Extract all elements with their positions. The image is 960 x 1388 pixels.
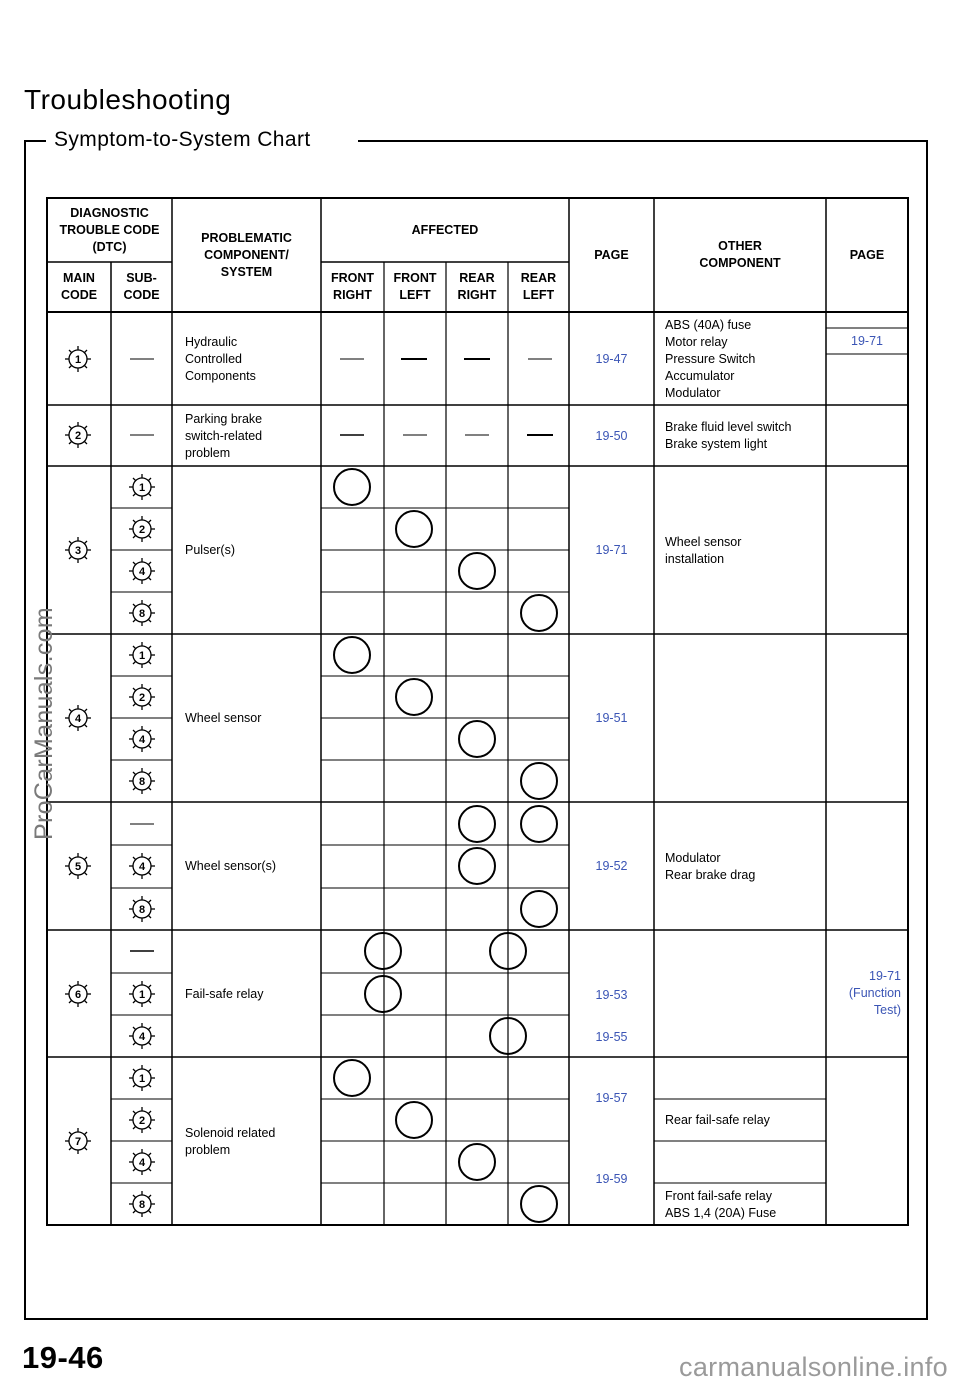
row4-page: 19-51 [595,711,628,725]
page-number: 19-46 [22,1340,104,1375]
affected-mark [396,511,432,547]
gear-icons [65,346,91,1154]
affected-mark [521,891,557,927]
affected-mark [396,1102,432,1138]
affected-mark [459,553,495,589]
main-code-5: 5 [74,861,82,873]
affected-mark [334,1060,370,1096]
sub-code: 1 [138,1073,146,1085]
section-subtitle: Symptom-to-System Chart [48,128,317,152]
sub-code: 2 [138,524,146,536]
row5-other: Modulator Rear brake drag [665,850,756,882]
header-dtc: DIAGNOSTIC TROUBLE CODE (DTC) [59,205,160,254]
watermark-bottom: carmanualsonline.info [679,1352,948,1382]
affected-mark [459,721,495,757]
sub-code: 8 [138,904,146,916]
header-page-2: PAGE [849,247,885,262]
row1-page: 19-47 [595,351,628,366]
row3-other: Wheel sensor installation [665,534,742,566]
row6-page-a: 19-53 [595,987,628,1002]
row4-component: Wheel sensor [185,711,262,725]
affected-mark [521,1186,557,1222]
header-rear-left: REAR LEFT [520,271,557,302]
sub-code: 4 [138,1031,146,1043]
sub-code: 8 [138,608,146,620]
header-front-left: FRONT LEFT [393,271,437,302]
main-code-3: 3 [74,545,82,557]
sub-code: 4 [138,1157,146,1169]
row3-page: 19-71 [595,543,628,557]
page-title: Troubleshooting [24,84,232,115]
row7-other-b: Front fail-safe relay ABS 1,4 (20A) Fuse [665,1188,777,1220]
sub-code: 2 [138,1115,146,1127]
sub-code: 4 [138,566,146,578]
affected-mark [334,469,370,505]
sub-code: 1 [138,482,146,494]
row6-page-2 [827,964,901,1022]
row6-page-2-text [827,968,901,1019]
header-front-right: FRONT RIGHT [330,271,375,302]
main-code-6: 6 [74,989,82,1001]
row6-page-2-value: 19-71 (Function Test) [848,968,901,1017]
row7-component: Solenoid related problem [185,1125,276,1157]
affected-mark [365,933,401,969]
row1-component: Hydraulic Controlled Components [185,334,256,383]
sub-code: 4 [138,861,146,873]
row3-component: Pulser(s) [185,543,236,557]
sub-code: 8 [138,1199,146,1211]
row7-other-a: Rear fail-safe relay [665,1113,770,1127]
row2-page: 19-50 [595,428,628,443]
affected-mark [459,806,495,842]
affected-mark [521,595,557,631]
main-code-7: 7 [74,1136,82,1148]
watermark-side: ProCarManuals.com [30,607,58,840]
affected-mark [334,637,370,673]
sub-code: 8 [138,776,146,788]
row2-component: Parking brake switch-related problem [185,411,263,460]
affected-mark [521,763,557,799]
row1-page-2: 19-71 [851,334,883,348]
row6-page-b: 19-55 [595,1029,628,1044]
header-sub-code: SUB- CODE [123,271,160,302]
main-code-2: 2 [74,430,82,442]
sub-code: 2 [138,692,146,704]
row5-page: 19-52 [595,859,628,873]
row1-other: ABS (40A) fuse Motor relay Pressure Switch Accumulator Modulator [665,317,756,400]
sub-code: 1 [138,650,146,662]
main-code-4: 4 [74,713,82,725]
row6-component: Fail-safe relay [185,986,264,1001]
sub-code: 4 [138,734,146,746]
affected-mark [365,976,401,1012]
sub-code: 1 [138,989,146,1001]
affected-mark [521,806,557,842]
row7-page-a: 19-57 [595,1090,628,1105]
header-main-code: MAIN CODE [60,271,98,302]
header-page: PAGE [594,247,629,262]
affected-mark [396,679,432,715]
affected-mark [459,848,495,884]
header-other-component: OTHER COMPONENT [699,239,781,270]
row5-component: Wheel sensor(s) [185,859,276,873]
affected-mark [459,1144,495,1180]
main-code-1: 1 [74,354,82,366]
header-rear-right: REAR RIGHT [457,271,497,302]
header-affected: AFFECTED [411,222,479,237]
row2-other: Brake fluid level switch Brake system light [665,420,792,451]
row7-page-b: 19-59 [595,1171,628,1186]
header-component: PROBLEMATIC COMPONENT/ SYSTEM [201,230,292,279]
